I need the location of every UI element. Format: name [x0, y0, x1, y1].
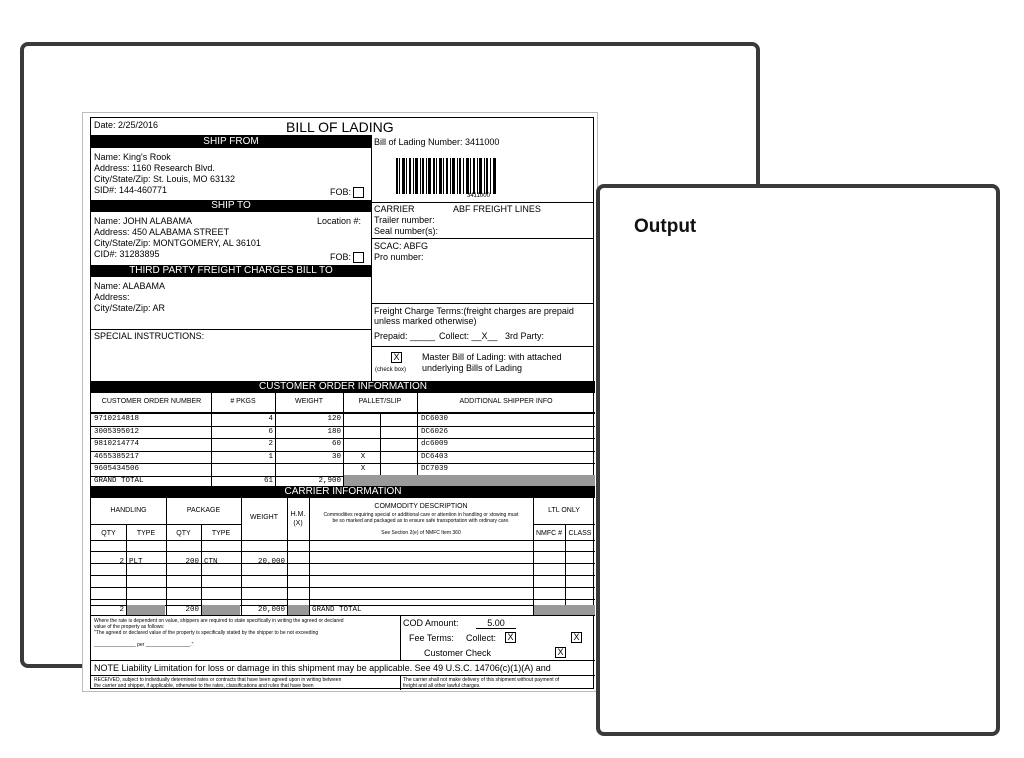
doc-title: BILL OF LADING: [286, 119, 394, 135]
ci-total-shade-1: [127, 605, 165, 615]
co-cell-pkgs: 4: [268, 415, 273, 423]
ci-hm-x: (X): [293, 520, 303, 527]
ci-row-h-qty: 2: [119, 558, 124, 566]
scac: SCAC: ABFG: [374, 241, 429, 251]
co-cell-pallet: X: [360, 452, 366, 461]
co-cell-pallet: X: [360, 465, 366, 474]
co-cell-info: DC6026: [421, 427, 449, 436]
co-cell-pkgs: 2: [268, 440, 273, 449]
ship-to-fob-checkbox[interactable]: [353, 252, 364, 263]
cod-amount: 5.00: [476, 618, 516, 629]
carrier-info-table: [91, 498, 595, 615]
co-col-weight: WEIGHT: [295, 398, 323, 405]
ci-total-label: GRAND TOTAL: [312, 606, 362, 614]
co-cell-weight: 30: [331, 452, 341, 461]
co-cell-weight: 60: [331, 440, 341, 449]
cod-label: COD Amount:: [403, 618, 459, 628]
ci-total-p-qty: 200: [185, 606, 199, 614]
ci-commodity-note3: See Section 2(e) of NMFC Item 360: [381, 530, 461, 536]
ship-to-fob-label: FOB:: [330, 252, 352, 262]
customer-check-checkbox[interactable]: X: [555, 647, 566, 658]
ci-commodity-note1: Commodities requiring special or additional care or attention in handling or stowing must: [323, 512, 519, 518]
co-cell-order: 9605434506: [94, 465, 140, 474]
collect-field: Collect: __X__: [439, 331, 498, 341]
co-cell-order: 9710214818: [94, 415, 140, 423]
ci-nmfc: NMFC #: [535, 530, 563, 537]
ci-p-type: TYPE: [211, 530, 231, 537]
ship-to-header: SHIP TO: [91, 200, 371, 212]
pro-number: Pro number:: [374, 252, 424, 262]
output-panel: [596, 184, 1000, 736]
ship-from-fob-label: FOB:: [330, 187, 352, 197]
received-line1: RECEIVED, subject to individually determined rates or contracts that have been agreed upon in writing between: [94, 677, 342, 683]
customer-order-header: CUSTOMER ORDER INFORMATION: [91, 381, 595, 393]
ship-from-city: City/State/Zip: St. Louis, MO 63132: [94, 174, 236, 184]
co-col-pkgs: # PKGS: [230, 398, 256, 405]
co-col-pallet: PALLET/SLIP: [358, 398, 402, 405]
ci-row-weight: 20,000: [257, 558, 285, 566]
received-line2: the carrier and shipper, if applicable, otherwise to the rates, classifications and rules that have been: [94, 683, 314, 689]
third-party-city: City/State/Zip: AR: [94, 303, 166, 313]
ci-handling: HANDLING: [110, 507, 147, 514]
seal-numbers: Seal number(s):: [374, 226, 439, 236]
ship-to-name: Name: JOHN ALABAMA: [94, 216, 193, 226]
ci-total-shade-4: [534, 605, 595, 615]
ci-h-type: TYPE: [136, 530, 156, 537]
ci-total-shade-2: [202, 605, 240, 615]
ship-from-sid: SID#: 144-460771: [94, 185, 168, 195]
third-party-name: Name: ALABAMA: [94, 281, 166, 291]
master-bol-line1: Master Bill of Lading: with attached: [422, 352, 562, 362]
ship-to-address: Address: 450 ALABAMA STREET: [94, 227, 230, 237]
value-note2: value of the property as follows:: [94, 624, 165, 630]
co-cell-order: 4655385217: [94, 452, 140, 461]
co-cell-pkgs: 6: [268, 427, 273, 436]
co-total-weight: 2,900: [318, 477, 341, 485]
doc-date: Date: 2/25/2016: [94, 120, 159, 130]
bill-of-lading-form: [90, 117, 594, 689]
ci-p-qty: QTY: [176, 530, 191, 537]
ci-total-weight: 20,000: [257, 606, 285, 614]
ci-row-h-type: PLT: [129, 558, 143, 566]
prepaid-field: Prepaid: _____: [374, 331, 436, 341]
ci-total-shade-3: [288, 605, 309, 615]
co-cell-weight: 120: [327, 415, 341, 423]
ship-to-city: City/State/Zip: MONTGOMERY, AL 36101: [94, 238, 261, 248]
co-cell-info: dc6009: [421, 440, 449, 449]
liability-note: NOTE Liability Limitation for loss or damage in this shipment may be applicable. See 49 U.S.C. 14706(c)(1)(A) and: [94, 663, 551, 673]
barcode-graphic: [396, 158, 496, 198]
ship-from-fob-checkbox[interactable]: [353, 187, 364, 198]
master-bol-line2: underlying Bills of Lading: [422, 363, 523, 373]
barcode-text: 3411000: [467, 193, 490, 199]
ci-commodity-title: COMMODITY DESCRIPTION: [374, 503, 468, 510]
carrier-label: CARRIER: [374, 204, 415, 214]
co-col-info: ADDITIONAL SHIPPER INFO: [459, 398, 553, 405]
co-cell-info: DC6403: [421, 452, 449, 461]
third-party-header: THIRD PARTY FREIGHT CHARGES BILL TO: [91, 265, 371, 277]
co-total-shaded: [344, 475, 595, 486]
bill-of-lading-image: [82, 112, 598, 692]
bol-number: Bill of Lading Number: 3411000: [374, 137, 500, 147]
value-note3: "The agreed or declared value of the property is specifically stated by the shipper to be not exceeding: [94, 630, 319, 636]
customer-check: Customer Check: [424, 648, 492, 658]
ship-from-address: Address: 1160 Research Blvd.: [94, 163, 215, 173]
third-party-address: Address:: [94, 292, 130, 302]
co-cell-weight: 180: [327, 427, 341, 436]
co-cell-pkgs: 1: [268, 452, 273, 461]
co-total-pkgs: 61: [263, 477, 273, 485]
ci-commodity-note2: be so marked and packaged as to ensure safe transportation with ordinary care.: [332, 518, 510, 524]
special-instructions: SPECIAL INSTRUCTIONS:: [94, 331, 205, 341]
freight-terms-line1: Freight Charge Terms:(freight charges are prepaid: [374, 306, 574, 316]
co-total-label: GRAND TOTAL: [94, 477, 144, 485]
ship-to-location: Location #:: [317, 216, 362, 226]
carrier-name: ABF FREIGHT LINES: [453, 204, 541, 214]
ci-h-qty: QTY: [101, 530, 116, 537]
co-cell-info: DC7039: [421, 465, 449, 474]
master-bol-checkbox[interactable]: X: [391, 352, 402, 363]
ci-row-p-qty: 200: [185, 558, 199, 566]
freight-terms-line2: unless marked otherwise): [374, 316, 477, 326]
output-title: Output: [634, 216, 697, 237]
fee-terms: Fee Terms:: [409, 633, 454, 643]
ci-weight: WEIGHT: [250, 514, 278, 521]
ci-ltl: LTL ONLY: [548, 507, 580, 514]
ci-hm: H.M.: [290, 511, 306, 518]
third-party-field: 3rd Party:: [505, 331, 545, 341]
co-cell-order: 3005395012: [94, 427, 140, 436]
ship-to-cid: CID#: 31283895: [94, 249, 160, 259]
fee-prepaid-checkbox[interactable]: X: [571, 632, 582, 643]
ci-package: PACKAGE: [186, 507, 221, 514]
ci-total-h-qty: 2: [119, 606, 124, 614]
carrier-info-header: CARRIER INFORMATION: [91, 486, 595, 498]
ci-row-p-type: CTN: [204, 558, 218, 566]
ci-class: CLASS: [568, 530, 592, 537]
fee-collect: Collect:: [466, 633, 497, 643]
co-col-order: CUSTOMER ORDER NUMBER: [101, 398, 202, 405]
ship-from-header: SHIP FROM: [91, 136, 371, 148]
customer-order-table: [91, 393, 595, 487]
co-cell-order: 9810214774: [94, 440, 140, 449]
fee-collect-checkbox[interactable]: X: [505, 632, 516, 643]
trailer-number: Trailer number:: [374, 215, 435, 225]
value-note4: _______________ per ________________.": [94, 642, 194, 648]
co-cell-info: DC6030: [421, 415, 449, 423]
value-note1: Where the rate is dependent on value, shippers are required to state specifically in writing the agreed or declared: [94, 618, 344, 624]
barcode-area: [371, 148, 593, 202]
carrier-delivery-line2: freight and all other lawful charges.: [403, 683, 481, 689]
ship-from-name: Name: King's Rook: [94, 152, 171, 162]
carrier-delivery-line1: The carrier shall not make delivery of this shipment without payment of: [403, 677, 560, 683]
check-box-label: (check box): [375, 367, 407, 373]
